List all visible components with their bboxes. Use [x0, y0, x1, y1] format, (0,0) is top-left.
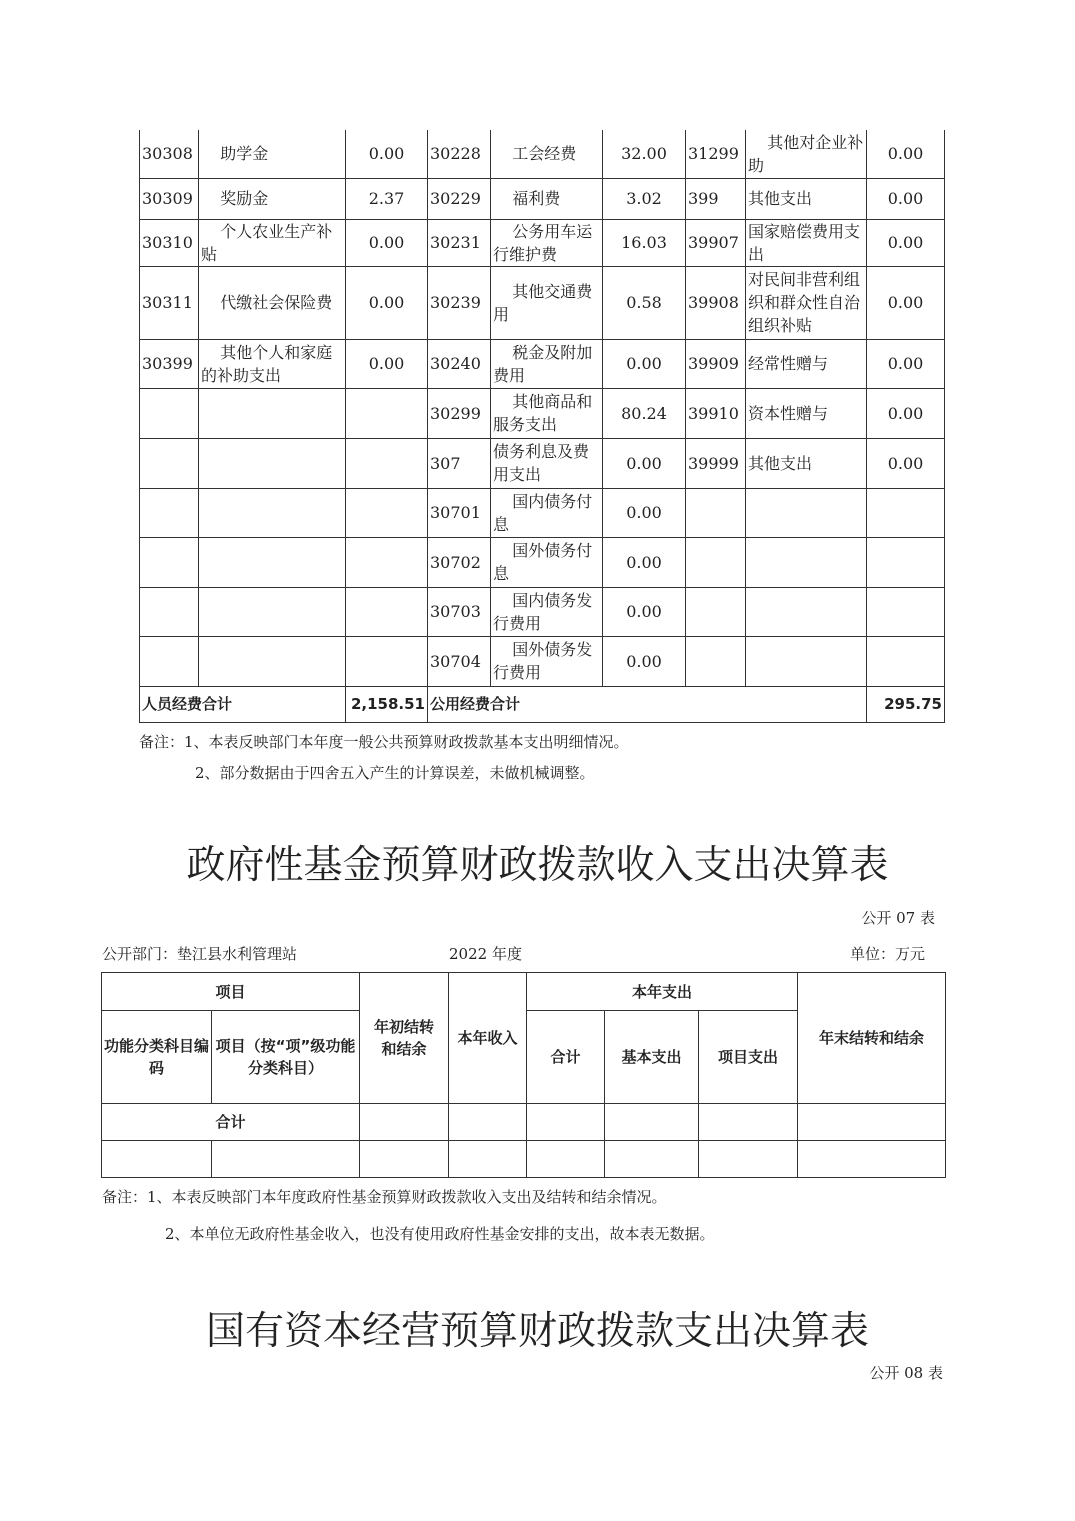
code-cell — [686, 587, 746, 636]
header-project: 项目支出 — [699, 1011, 798, 1104]
cell — [798, 1104, 946, 1141]
header-item: 项目 — [102, 973, 360, 1011]
value-cell: 0.00 — [603, 636, 686, 686]
name-cell: 其他支出 — [746, 178, 867, 219]
code-cell: 30240 — [428, 339, 491, 388]
cell — [605, 1141, 699, 1178]
code-cell: 30228 — [428, 130, 491, 178]
code-cell: 30703 — [428, 587, 491, 636]
code-cell: 39907 — [686, 219, 746, 266]
cell — [212, 1141, 360, 1178]
value-cell: 0.00 — [867, 388, 945, 438]
code-cell — [686, 488, 746, 537]
code-cell: 307 — [428, 438, 491, 488]
empty-row — [102, 1141, 946, 1178]
name-cell — [199, 388, 346, 438]
name-cell: 债务利息及费用支出 — [491, 438, 603, 488]
name-cell: 个人农业生产补贴 — [199, 219, 346, 266]
value-cell: 0.00 — [867, 339, 945, 388]
name-cell — [199, 636, 346, 686]
total-row — [102, 1104, 946, 1141]
code-cell — [140, 587, 199, 636]
name-cell — [199, 438, 346, 488]
name-cell — [746, 587, 867, 636]
table-row — [140, 488, 945, 537]
value-cell — [867, 587, 945, 636]
gov-fund-table — [101, 972, 946, 1178]
section2-table-no: 公开 07 表 — [861, 909, 935, 927]
cell — [798, 1141, 946, 1178]
cell — [449, 1104, 527, 1141]
cell — [527, 1104, 605, 1141]
section3-title: 国有资本经营预算财政拨款支出决算表 — [205, 1309, 869, 1354]
table-row — [140, 438, 945, 488]
cell — [605, 1104, 699, 1141]
name-cell — [746, 636, 867, 686]
value-cell — [346, 438, 428, 488]
total-row-label: 合计 — [102, 1104, 360, 1141]
value-cell: 0.00 — [867, 219, 945, 266]
table-row — [140, 219, 945, 266]
section2-unit: 单位：万元 — [849, 945, 925, 963]
code-cell — [686, 636, 746, 686]
cell — [360, 1141, 449, 1178]
name-cell: 其他个人和家庭的补助支出 — [199, 339, 346, 388]
cell — [360, 1104, 449, 1141]
name-cell: 资本性赠与 — [746, 388, 867, 438]
basic-expenditure-detail-table — [139, 130, 945, 723]
section2-dept: 公开部门：垫江县水利管理站 — [102, 945, 298, 963]
value-cell: 0.00 — [867, 130, 945, 178]
cell — [102, 1141, 212, 1178]
value-cell: 0.00 — [867, 438, 945, 488]
value-cell: 0.00 — [346, 219, 428, 266]
name-cell — [199, 587, 346, 636]
code-cell — [686, 537, 746, 587]
name-cell: 对民间非营利组织和群众性自治组织补贴 — [746, 266, 867, 339]
value-cell: 0.00 — [346, 266, 428, 339]
header-basic: 基本支出 — [605, 1011, 699, 1104]
value-cell — [346, 537, 428, 587]
cell — [699, 1141, 798, 1178]
value-cell: 80.24 — [603, 388, 686, 438]
value-cell — [346, 636, 428, 686]
table-row — [140, 266, 945, 339]
table-row — [140, 178, 945, 219]
name-cell: 奖励金 — [199, 178, 346, 219]
table1-note-2: 2、部分数据由于四舍五入产生的计算误差，未做机械调整。 — [195, 764, 595, 782]
code-cell: 39910 — [686, 388, 746, 438]
header-income: 本年收入 — [449, 973, 527, 1104]
value-cell — [867, 537, 945, 587]
name-cell: 税金及附加费用 — [491, 339, 603, 388]
cell — [449, 1141, 527, 1178]
personnel-total-label: 人员经费合计 — [140, 686, 346, 722]
code-cell: 30299 — [428, 388, 491, 438]
name-cell: 助学金 — [199, 130, 346, 178]
section2-title: 政府性基金预算财政拨款收入支出决算表 — [186, 843, 889, 888]
value-cell: 32.00 — [603, 130, 686, 178]
header-item-name: 项目（按“项”级功能分类科目） — [212, 1011, 360, 1104]
name-cell: 国内债务发行费用 — [491, 587, 603, 636]
name-cell: 其他交通费用 — [491, 266, 603, 339]
code-cell: 30309 — [140, 178, 199, 219]
value-cell: 0.00 — [603, 438, 686, 488]
header-func-code: 功能分类科目编码 — [102, 1011, 212, 1104]
cell — [527, 1141, 605, 1178]
code-cell: 39909 — [686, 339, 746, 388]
table-row — [140, 130, 945, 178]
value-cell: 16.03 — [603, 219, 686, 266]
value-cell: 2.37 — [346, 178, 428, 219]
header-expense: 本年支出 — [527, 973, 798, 1011]
public-total-label: 公用经费合计 — [428, 686, 867, 722]
table1-note-1: 备注：1、本表反映部门本年度一般公共预算财政拨款基本支出明细情况。 — [139, 733, 629, 751]
name-cell: 工会经费 — [491, 130, 603, 178]
name-cell: 公务用车运行维护费 — [491, 219, 603, 266]
code-cell: 39908 — [686, 266, 746, 339]
value-cell: 0.00 — [867, 178, 945, 219]
value-cell: 0.00 — [603, 587, 686, 636]
name-cell — [199, 488, 346, 537]
totals-row — [140, 686, 945, 722]
table-row — [140, 388, 945, 438]
code-cell: 30231 — [428, 219, 491, 266]
header-begin-balance-text: 年初结转和结余 — [374, 1018, 435, 1058]
name-cell: 代缴社会保险费 — [199, 266, 346, 339]
name-cell: 福利费 — [491, 178, 603, 219]
name-cell — [746, 537, 867, 587]
table-row — [140, 636, 945, 686]
code-cell — [140, 388, 199, 438]
code-cell: 30229 — [428, 178, 491, 219]
name-cell: 国外债务发行费用 — [491, 636, 603, 686]
name-cell: 国外债务付息 — [491, 537, 603, 587]
header-total: 合计 — [527, 1011, 605, 1104]
code-cell — [140, 636, 199, 686]
table-row — [140, 587, 945, 636]
header-begin-balance — [360, 973, 449, 1104]
section2-year: 2022 年度 — [449, 945, 522, 963]
section2-note-2: 2、本单位无政府性基金收入，也没有使用政府性基金安排的支出，故本表无数据。 — [165, 1225, 715, 1243]
value-cell: 0.00 — [603, 339, 686, 388]
section3-table-no: 公开 08 表 — [869, 1364, 943, 1382]
name-cell: 经常性赠与 — [746, 339, 867, 388]
code-cell: 30239 — [428, 266, 491, 339]
code-cell: 30701 — [428, 488, 491, 537]
value-cell: 3.02 — [603, 178, 686, 219]
value-cell — [346, 587, 428, 636]
value-cell — [346, 388, 428, 438]
code-cell: 30310 — [140, 219, 199, 266]
name-cell: 其他支出 — [746, 438, 867, 488]
code-cell: 399 — [686, 178, 746, 219]
value-cell — [346, 488, 428, 537]
personnel-total-value: 2,158.51 — [346, 686, 428, 722]
value-cell: 0.00 — [603, 488, 686, 537]
code-cell: 30399 — [140, 339, 199, 388]
code-cell: 30308 — [140, 130, 199, 178]
value-cell: 0.00 — [346, 130, 428, 178]
value-cell: 0.58 — [603, 266, 686, 339]
name-cell: 国家赔偿费用支出 — [746, 219, 867, 266]
name-cell: 其他商品和服务支出 — [491, 388, 603, 438]
value-cell: 0.00 — [346, 339, 428, 388]
code-cell: 30311 — [140, 266, 199, 339]
name-cell: 其他对企业补助 — [746, 130, 867, 178]
code-cell — [140, 537, 199, 587]
cell — [699, 1104, 798, 1141]
name-cell — [746, 488, 867, 537]
header-end-balance: 年末结转和结余 — [798, 973, 946, 1104]
table-row — [140, 339, 945, 388]
code-cell: 30704 — [428, 636, 491, 686]
value-cell — [867, 488, 945, 537]
code-cell: 31299 — [686, 130, 746, 178]
section2-note-1: 备注：1、本表反映部门本年度政府性基金预算财政拨款收入支出及结转和结余情况。 — [102, 1188, 667, 1206]
code-cell: 39999 — [686, 438, 746, 488]
code-cell — [140, 488, 199, 537]
value-cell: 0.00 — [867, 266, 945, 339]
value-cell — [867, 636, 945, 686]
name-cell: 国内债务付息 — [491, 488, 603, 537]
code-cell — [140, 438, 199, 488]
table-row — [140, 537, 945, 587]
value-cell: 0.00 — [603, 537, 686, 587]
name-cell — [199, 537, 346, 587]
public-total-value: 295.75 — [867, 686, 945, 722]
code-cell: 30702 — [428, 537, 491, 587]
